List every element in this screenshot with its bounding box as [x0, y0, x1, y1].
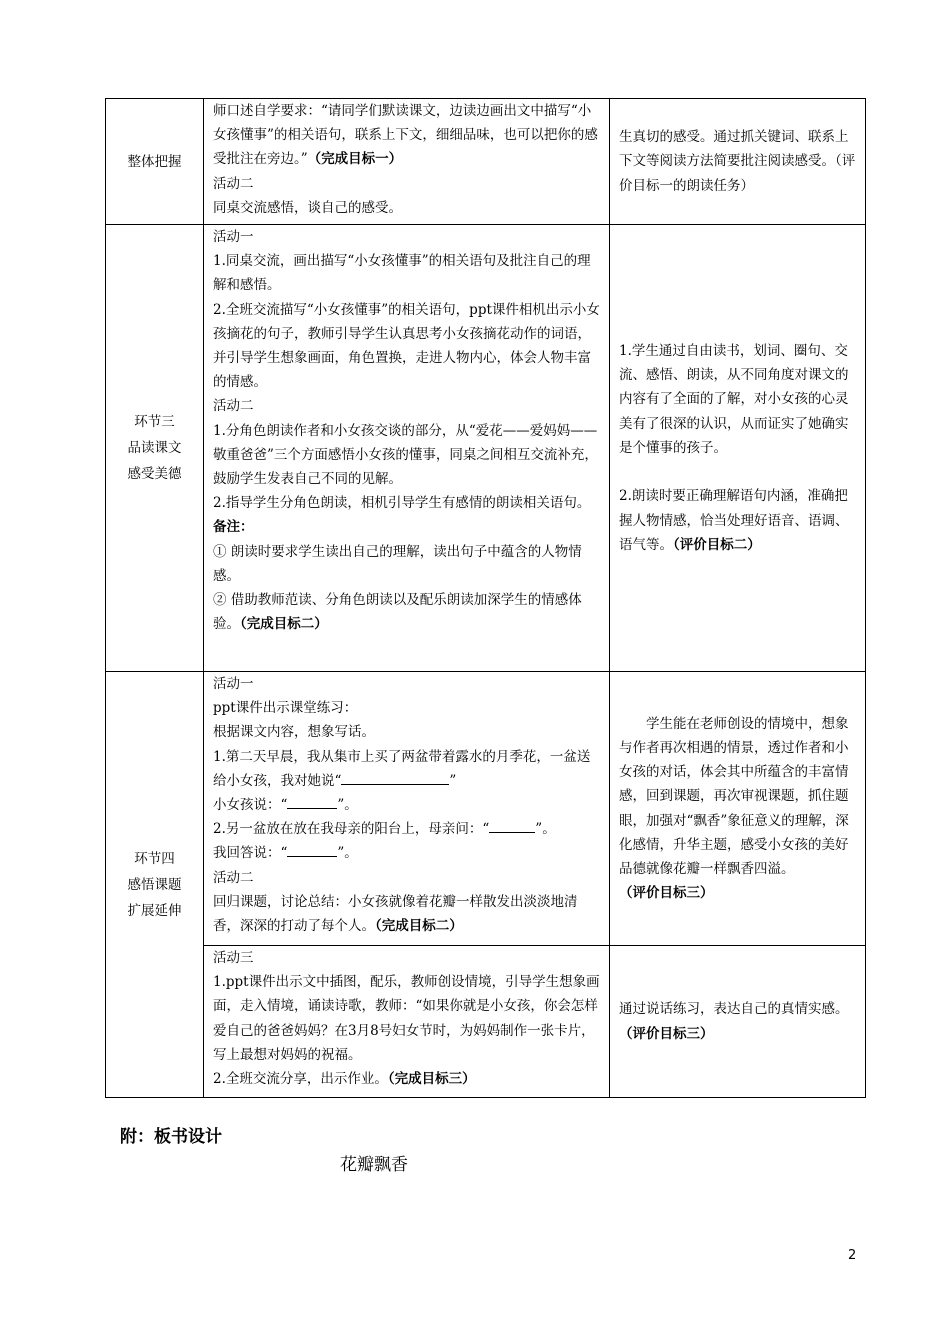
activity-cell — [204, 99, 610, 225]
appendix-heading: 附：板书设计 — [120, 1127, 222, 1147]
stage-cell — [106, 672, 204, 1098]
line-text: 2.全班交流分享，出示作业。 — [213, 1071, 388, 1088]
stage-label: 环节三 — [134, 414, 175, 430]
goal-tag: 备注： — [213, 519, 254, 536]
activity-line — [213, 672, 602, 696]
line-text: 活动二 — [213, 398, 254, 415]
line-text: 师口述自学要求：“请同学们默读课文，边读边画出文中描写“小女孩懂事”的相关语句，联系上下文，细细品味，也可以把你的感受批注在旁边。” — [213, 103, 598, 168]
line-text: 活动三 — [213, 950, 254, 966]
lesson-plan-table — [105, 98, 866, 1098]
line-text: 根据课文内容，想象写话。 — [213, 724, 375, 741]
activity-line — [213, 588, 602, 636]
table-row — [106, 672, 866, 946]
goal-tag: （评价目标三） — [619, 885, 714, 902]
line-text: 1.ppt课件出示文中插图，配乐，教师创设情境，引导学生想象画面，走入情境，诵读诗歌，教师：“如果你就是小女孩，你会怎样爱自己的爸爸妈妈？在3月8号妇女节时，为妈妈制作一张卡片，写上最想对妈妈的祝福。 — [213, 974, 600, 1063]
activity-line — [213, 540, 602, 588]
activity-line — [213, 1067, 602, 1091]
page-number: 2 — [848, 1248, 857, 1263]
stage-label: 感悟课题 — [127, 876, 182, 893]
line-text: 2.指导学生分角色朗读，相机引导学生有感情的朗读相关语句。 — [213, 495, 591, 512]
goal-tag: （评价目标三） — [619, 1025, 714, 1042]
line-text: 2.朗读时要正确理解语句内涵，准确把握人物情感，恰当处理好语音、语调、语气等。 — [619, 488, 849, 553]
line-text: ppt课件出示课堂练习： — [213, 700, 358, 717]
line-text: 活动一 — [213, 676, 254, 692]
fill-in-blank — [341, 770, 449, 785]
line-text: ② 借助教师范读、分角色朗读以及配乐朗读加深学生的情感体验。 — [213, 592, 582, 633]
activity-line — [213, 745, 602, 793]
evaluation-line — [619, 1022, 859, 1046]
line-text: 活动一 — [213, 229, 254, 245]
activity-line — [213, 419, 602, 492]
activity-line — [213, 298, 602, 395]
line-text: 学生能在老师创设的情境中，想象与作者再次相遇的情景，透过作者和小女孩的对话，体会其中所蕴含的丰富情感，回到课题，再次审视课题，抓住题眼，加强对“飘香”象征意义的理解，深化感情，升华主题，感受小女孩的美好品德就像花瓣一样飘香四溢。 — [619, 715, 849, 877]
line-text: 同桌交流感悟，谈自己的感受。 — [213, 199, 402, 216]
activity-line — [213, 793, 602, 817]
evaluation-cell — [610, 225, 866, 672]
board-design-title: 花瓣飘香 — [340, 1155, 408, 1175]
line-text: 2.全班交流描写“小女孩懂事”的相关语句，ppt课件相机出示小女孩摘花的句子，教师引导学生认真思考小女孩摘花动作的词语，并引导学生想象画面，角色置换，走进人物内心，体会人物丰富的情感。 — [213, 301, 600, 391]
line-text: 通过说话练习，表达自己的真情实感。 — [619, 1001, 849, 1018]
evaluation-cell — [610, 672, 866, 946]
activity-line — [213, 196, 602, 220]
activity-line — [213, 946, 602, 970]
activity-line — [213, 172, 602, 196]
line-text: 我回答说：“ — [213, 845, 288, 862]
goal-tag: （完成目标二） — [240, 616, 328, 633]
goal-tag: （完成目标三） — [387, 1071, 476, 1088]
table-row — [106, 99, 866, 225]
line-text: 1.学生通过自由读书，划词、圈句、交流、感悟、朗读，从不同角度对课文的内容有了全面的了解，对小女孩的心灵美有了很深的认识，从而证实了她确实是个懂事的孩子。 — [619, 343, 849, 456]
activity-line — [213, 249, 602, 297]
line-text: 活动二 — [213, 175, 254, 192]
evaluation-line — [619, 339, 859, 460]
line-text: 1.第二天早晨，我从集市上买了两盆带着露水的月季花，一盆送给小女孩，我对她说“ — [213, 748, 591, 789]
activity-line — [213, 225, 602, 249]
activity-cell — [204, 225, 610, 672]
activity-line — [213, 720, 602, 744]
activity-line — [213, 515, 602, 539]
line-text: 1.同桌交流，画出描写“小女孩懂事”的相关语句及批注自己的理解和感悟。 — [213, 253, 591, 294]
evaluation-line — [619, 997, 859, 1021]
line-text: 1.分角色朗读作者和小女孩交谈的部分，从“爱花——爱妈妈——敬重爸爸”三个方面感悟小女孩的懂事，同桌之间相互交流补充，鼓励学生发表自己不同的见解。 — [213, 422, 598, 488]
goal-tag: （完成目标二） — [375, 918, 463, 935]
activity-cell — [204, 672, 610, 946]
stage-cell — [106, 99, 204, 225]
fill-in-blank — [287, 842, 337, 857]
activity-line — [213, 696, 602, 720]
stage-label: 品读课文 — [127, 440, 182, 456]
line-text: ① 朗读时要求学生读出自己的理解，读出句子中蕴含的人物情感。 — [213, 543, 582, 584]
evaluation-line — [619, 881, 859, 905]
line-text: ” — [449, 772, 457, 789]
evaluation-cell — [610, 946, 866, 1098]
evaluation-line — [619, 125, 859, 198]
evaluation-line — [619, 712, 859, 881]
stage-cell — [106, 225, 204, 672]
line-text: 2.另一盆放在放在我母亲的阳台上，母亲问：“ — [213, 821, 490, 838]
line-text: ”。 — [535, 821, 556, 838]
stage-label: 环节四 — [134, 850, 175, 867]
activity-line — [213, 841, 602, 865]
activity-cell — [204, 946, 610, 1098]
line-text: ”。 — [337, 845, 358, 862]
table-row — [106, 946, 866, 1098]
line-text: 回归课题，讨论总结：小女孩就像着花瓣一样散发出淡淡地清香，深深的打动了每个人。 — [213, 893, 578, 935]
activity-line — [213, 970, 602, 1067]
activity-line — [213, 99, 602, 172]
line-text: 活动二 — [213, 869, 254, 886]
fill-in-blank — [287, 794, 337, 809]
line-text: 小女孩说：“ — [213, 797, 288, 814]
stage-label: 整体把握 — [127, 153, 182, 170]
evaluation-line — [619, 484, 859, 557]
line-text: ”。 — [337, 797, 358, 814]
goal-tag: （评价目标二） — [673, 536, 761, 553]
activity-line — [213, 394, 602, 418]
evaluation-line — [619, 460, 859, 484]
stage-label: 扩展延伸 — [127, 902, 182, 919]
stage-label: 感受美德 — [127, 466, 182, 482]
table-row — [106, 225, 866, 672]
line-text: 生真切的感受。通过抓关键词、联系上下文等阅读方法简要批注阅读感受。（评价目标一的朗读任务） — [619, 129, 856, 194]
activity-line — [213, 866, 602, 890]
goal-tag: （完成目标一） — [307, 151, 403, 168]
activity-line — [213, 817, 602, 841]
activity-line — [213, 491, 602, 515]
fill-in-blank — [489, 818, 535, 833]
evaluation-cell — [610, 99, 866, 225]
activity-line — [213, 890, 602, 938]
